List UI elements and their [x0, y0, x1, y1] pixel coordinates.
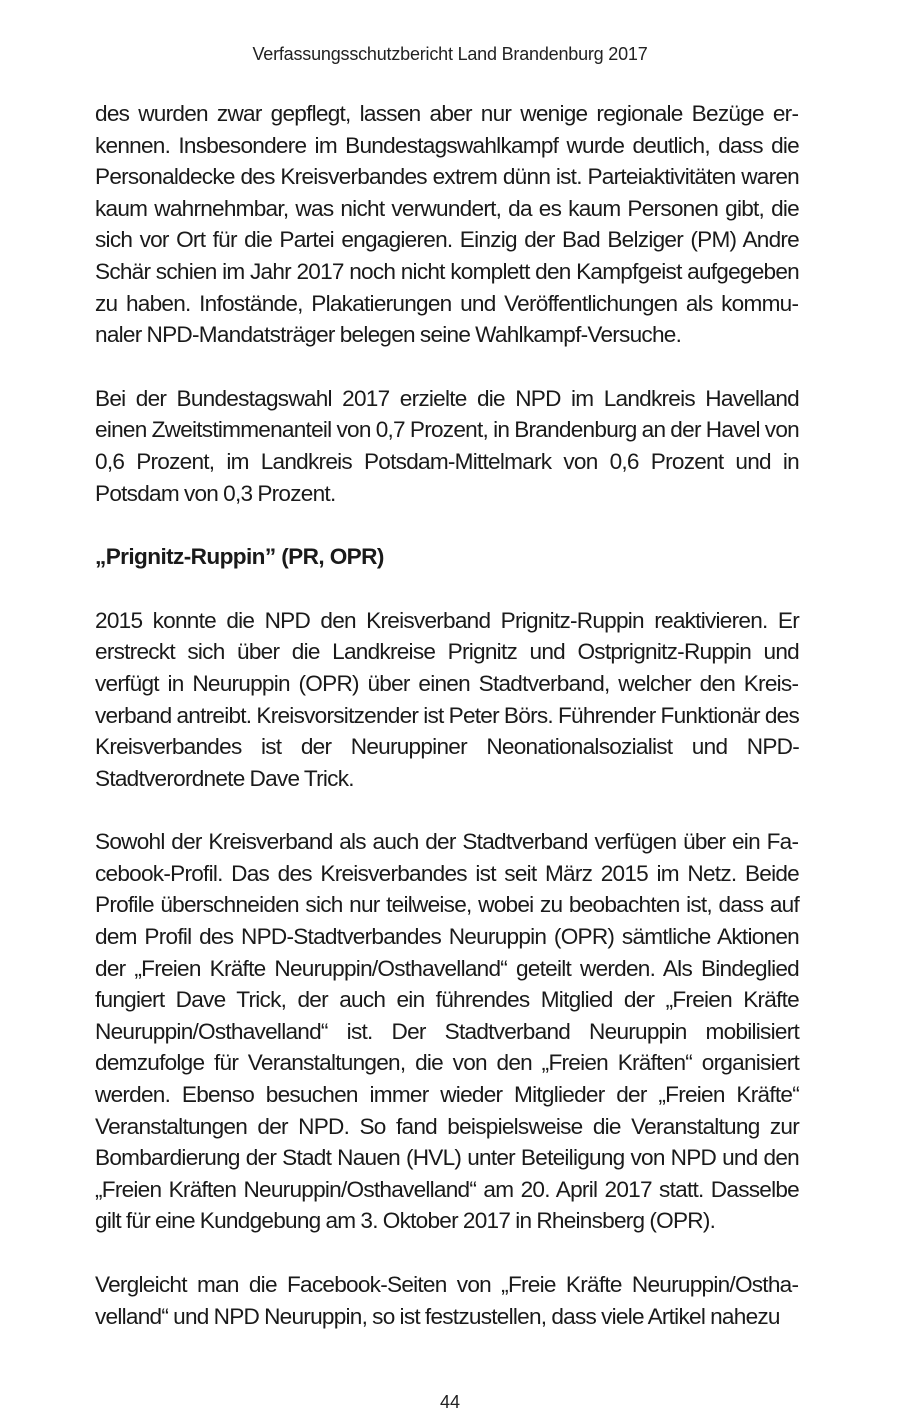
- paragraph-gap: [95, 351, 799, 383]
- paragraph-3: 2015 konnte die NPD den Kreisverband Prignitz-Ruppin reaktivieren. Er erstreckt sich über die Landkreise Prignitz und Ostprignitz-Ruppin und verfügt in Neuruppin (OPR) über einen Stadtverband, welcher den Kreisverband antreibt. Kreisvorsitzender ist Peter Börs. Führender Funktionär des Kreisverbandes ist der Neuruppiner Neonationalsozialist und NPD-Stadtverordnete Dave Trick.: [95, 607, 799, 791]
- paragraph-gap: [95, 1237, 799, 1269]
- paragraph-gap: [95, 509, 799, 541]
- section-heading: „Prignitz-Ruppin” (PR, OPR): [95, 544, 384, 570]
- paragraph-gap: [95, 573, 799, 605]
- paragraph-4: Sowohl der Kreisverband als auch der Stadtverband verfügen über ein Facebook-Profil. Das des Kreisverbandes ist seit März 2015 im Netz. Beide Profile überschneiden sich nur teilweise, wobei zu beobachten ist, dass auf dem Profil des NPD-Stadtverbandes Neuruppin (OPR) sämtliche Aktionen der „Freien Kräfte Neuruppin/Osthavelland“ geteilt werden. Als Bindeglied fungiert Dave Trick, der auch ein führendes Mitglied der „Freien Kräfte Neuruppin/Osthavelland“ ist. Der Stadtverband Neuruppin mobilisiert demzufolge für Veranstaltungen, die von den „Freien Kräften“ organisiert werden. Ebenso besuchen immer wieder Mitglieder der „Freien Kräfte“ Veranstaltungen der NPD. So fand beispielsweise die Veranstaltung zur Bombardierung der Stadt Nauen (HVL) unter Beteiligung von NPD und den „Freien Kräften Neuruppin/Osthavelland“ am 20. April 2017 statt. Dasselbe gilt für eine Kundgebung am 3. Oktober 2017 in Rheinsberg (OPR).: [95, 829, 799, 1234]
- paragraph-5: Vergleicht man die Facebook-Seiten von „Freie Kräfte Neuruppin/Osthavelland“ und NPD Neuruppin, so ist festzustellen, dass viele Artikel nahezu: [95, 1272, 799, 1329]
- paragraph-gap: [95, 794, 799, 826]
- page-body: [95, 98, 799, 1332]
- paragraph-1: des wurden zwar gepflegt, lassen aber nur wenige regionale Bezüge erkennen. Insbesondere im Bundestagswahlkampf wurde deutlich, dass die Personaldecke des Kreisverbandes extrem dünn ist. Parteiaktivitäten waren kaum wahrnehmbar, was nicht verwundert, da es kaum Personen gibt, die sich vor Ort für die Partei engagieren. Einzig der Bad Belziger (PM) Andre Schär schien im Jahr 2017 noch nicht komplett den Kampfgeist aufgegeben zu haben. Infostände, Plakatierungen und Veröffentlichungen als kommunaler NPD-Mandatsträger belegen seine Wahlkampf-Versuche.: [95, 101, 799, 348]
- running-header: Verfassungsschutzbericht Land Brandenburg 2017: [252, 44, 648, 64]
- page-number: 44: [439, 1392, 461, 1412]
- paragraph-2: Bei der Bundestagswahl 2017 erzielte die NPD im Landkreis Havelland einen Zweitstimmenanteil von 0,7 Prozent, in Brandenburg an der Havel von 0,6 Prozent, im Landkreis Potsdam-Mittelmark von 0,6 Prozent und in Potsdam von 0,3 Prozent.: [95, 385, 799, 506]
